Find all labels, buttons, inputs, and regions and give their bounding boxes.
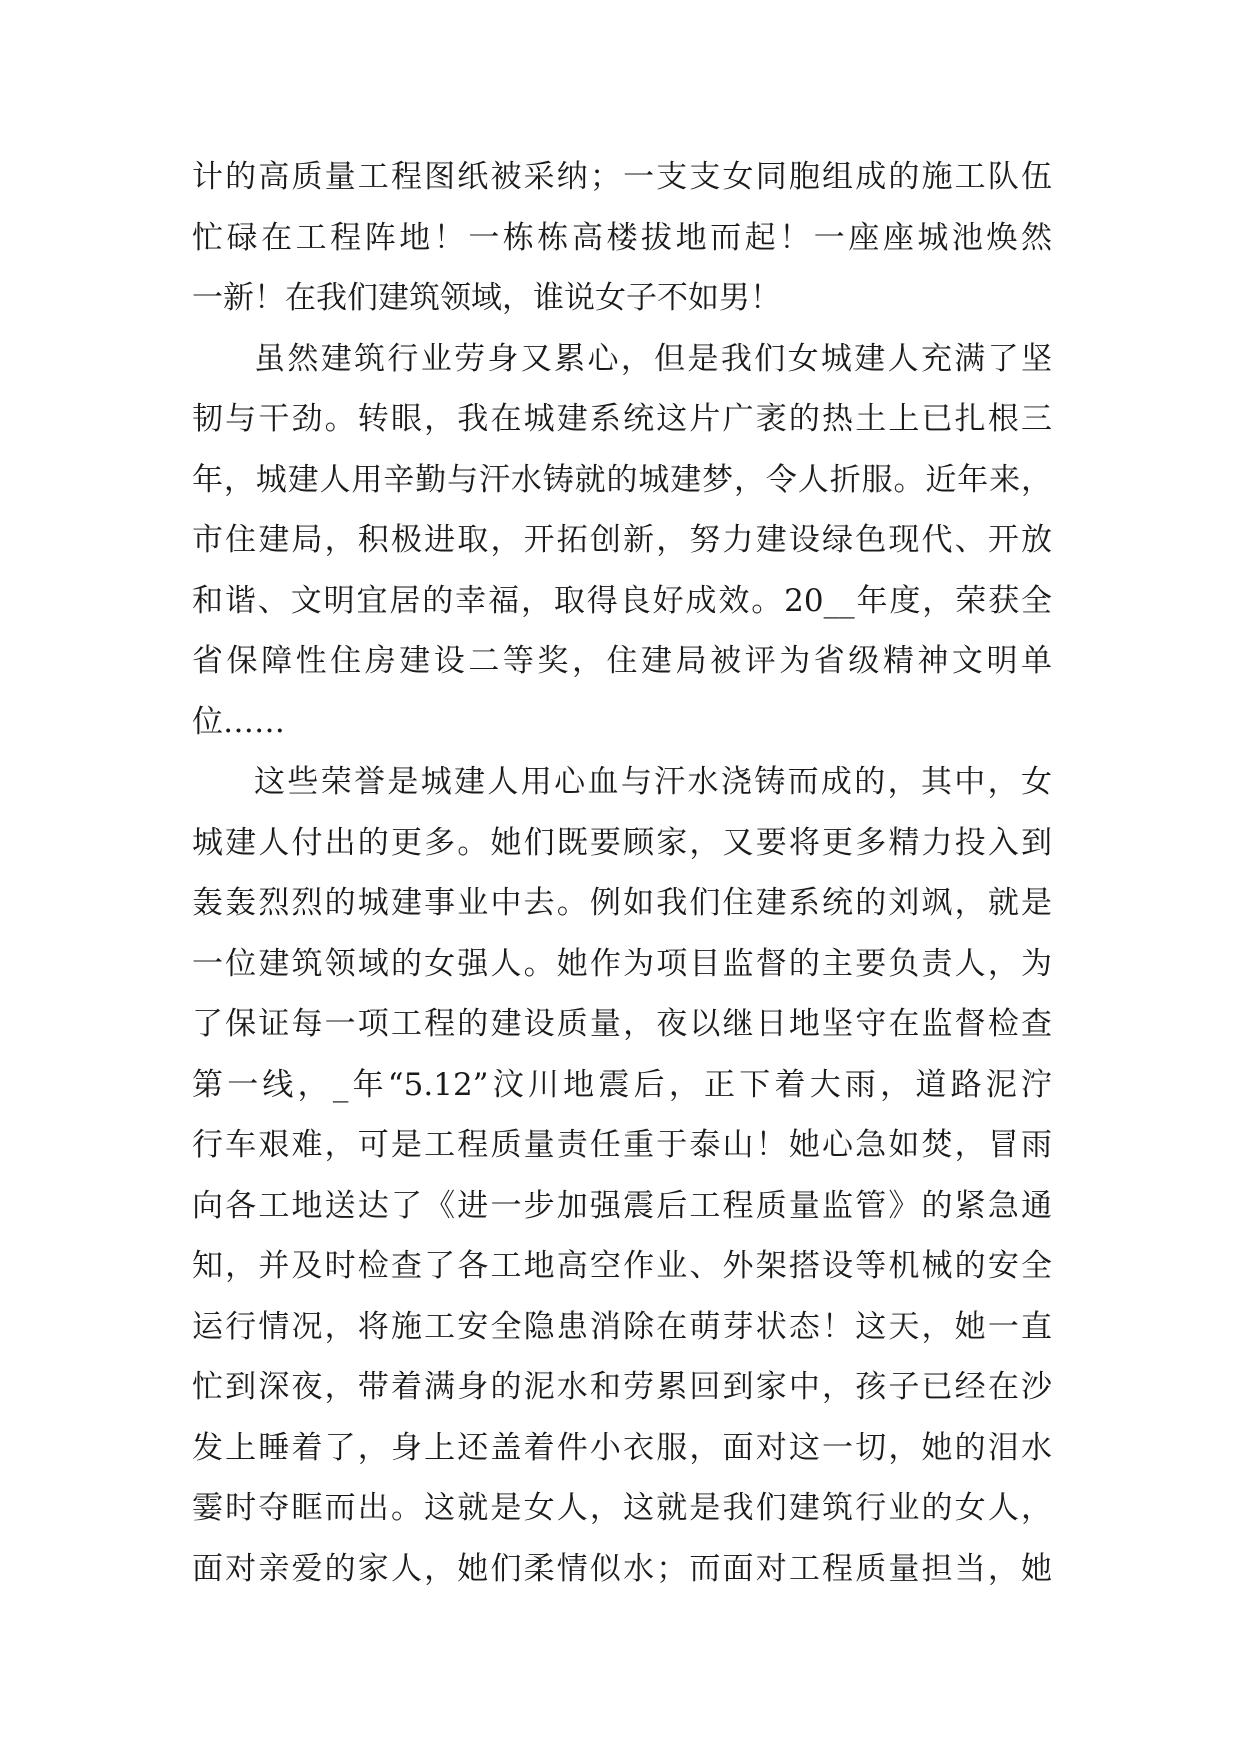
text-line: 一位建筑领域的女强人。她作为项目监督的主要负责人，为 [192,945,1052,982]
text-line: 面对亲爱的家人，她们柔情似水；而面对工程质量担当，她 [192,1550,1052,1587]
text-line: 省保障性住房建设二等奖，住建局被评为省级精神文明单 [192,643,1052,679]
text-line: 运行情况，将施工安全隐患消除在萌芽状态！这天，她一直 [192,1308,1052,1345]
text-line: 行车艰难，可是工程质量责任重于泰山！她心急如焚，冒雨 [192,1127,1052,1163]
text-line: 发上睡着了，身上还盖着件小衣服，面对这一切，她的泪水 [192,1429,1052,1466]
text-line: 市住建局，积极进取，开拓创新，努力建设绿色现代、开放 [192,522,1052,558]
text-line: 忙碌在工程阵地！一栋栋高楼拔地而起！一座座城池焕然 [192,219,1052,256]
text-line: 计的高质量工程图纸被采纳；一支支女同胞组成的施工队伍 [192,159,1052,195]
text-line: 一新！在我们建筑领域，谁说女子不如男！ [192,280,781,316]
text-line: 和谐、文明宜居的幸福，取得良好成效。20__年度，荣获全 [192,582,1052,619]
paragraph-first-line: 虽然建筑行业劳身又累心，但是我们女城建人充满了坚 [254,340,1052,377]
text-line: 年，城建人用辛勤与汗水铸就的城建梦，令人折服。近年来， [192,461,1052,498]
text-line: 霎时夺眶而出。这就是女人，这就是我们建筑行业的女人， [192,1490,1052,1526]
paragraph-first-line: 这些荣誉是城建人用心血与汗水浇铸而成的，其中，女 [254,764,1052,800]
text-line: 第一线，_年“5.12”汶川地震后，正下着大雨，道路泥泞 [192,1066,1052,1103]
text-line: 韧与干劲。转眼，我在城建系统这片广袤的热土上已扎根三 [192,401,1052,437]
text-line: 轰轰烈烈的城建事业中去。例如我们住建系统的刘飒，就是 [192,885,1052,921]
document-body [192,147,1052,1599]
text-line: 忙到深夜，带着满身的泥水和劳累回到家中，孩子已经在沙 [192,1369,1052,1405]
text-line: 位…… [192,703,285,740]
text-line: 知，并及时检查了各工地高空作业、外架搭设等机械的安全 [192,1248,1052,1284]
text-line: 了保证每一项工程的建设质量，夜以继日地坚守在监督检查 [192,1006,1052,1042]
text-line: 城建人付出的更多。她们既要顾家，又要将更多精力投入到 [192,824,1052,861]
text-line: 向各工地送达了《进一步加强震后工程质量监管》的紧急通 [192,1187,1052,1224]
